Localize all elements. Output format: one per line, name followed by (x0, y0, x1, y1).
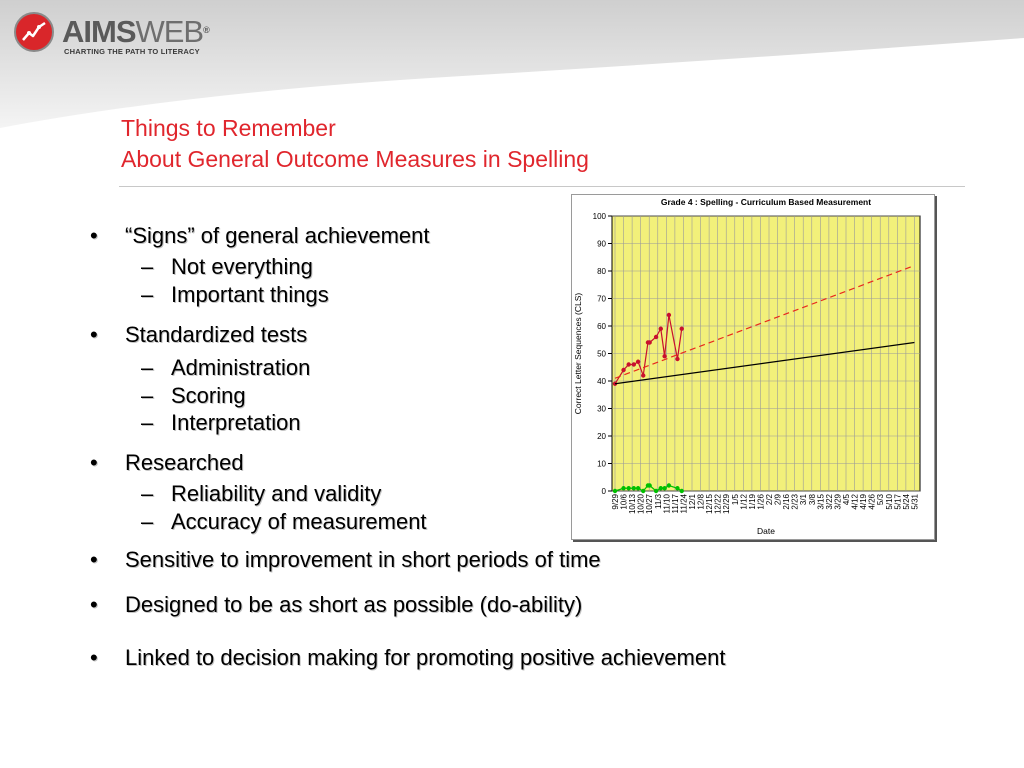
x-tick-label: 2/2 (765, 494, 774, 506)
bullet-marker: • (90, 547, 98, 572)
data-point-errors (667, 483, 671, 487)
sub-bullet-item: – Administration (141, 355, 311, 380)
data-point-correct-letter-sequences (659, 327, 663, 331)
data-point-correct-letter-sequences (675, 357, 679, 361)
sub-bullet-item: – Important things (141, 282, 329, 307)
y-tick-label: 40 (597, 377, 606, 386)
x-axis-label: Date (757, 526, 775, 536)
x-tick-label: 1/12 (739, 494, 749, 510)
x-tick-label: 4/26 (867, 494, 877, 510)
x-tick-label: 5/10 (884, 494, 894, 510)
cbm-chart (571, 194, 935, 540)
dash-marker: – (141, 254, 154, 279)
x-tick-label: 5/31 (910, 494, 920, 510)
y-tick-label: 50 (597, 349, 606, 359)
x-tick-label: 12/15 (705, 494, 715, 515)
sub-bullet-item: – Scoring (141, 383, 246, 408)
x-tick-label: 11/24 (679, 494, 689, 514)
sub-bullet-item: – Not everything (141, 254, 313, 279)
x-tick-label: 3/1 (799, 494, 809, 506)
x-tick-label: 12/22 (713, 494, 723, 515)
y-tick-label: 30 (597, 404, 606, 414)
x-tick-label: 9/29 (611, 494, 620, 510)
bullet-marker: • (90, 450, 98, 475)
data-point-errors (632, 486, 636, 490)
x-tick-label: 3/29 (833, 494, 843, 510)
dash-marker: – (141, 481, 154, 506)
data-point-errors (675, 486, 679, 490)
data-point-errors (659, 486, 663, 490)
y-tick-label: 70 (597, 294, 606, 304)
x-tick-label: 2/16 (782, 494, 792, 510)
y-axis-label: Correct Letter Sequences (CLS) (573, 292, 583, 415)
data-point-errors (680, 489, 684, 493)
logo-wordmark: AIMSWEB® (62, 14, 209, 49)
dash-marker: – (141, 383, 154, 408)
y-tick-label: 20 (597, 432, 606, 441)
data-point-correct-letter-sequences (662, 354, 666, 358)
bullet-marker: • (90, 223, 98, 248)
x-tick-label: 12/1 (688, 494, 697, 510)
chart-svg (572, 195, 934, 539)
bullet-item: • “Signs” of general achievement (90, 223, 430, 248)
y-tick-label: 60 (597, 322, 606, 331)
data-point-correct-letter-sequences (680, 327, 684, 331)
bullet-marker: • (90, 645, 98, 670)
chart-title: Grade 4 : Spelling - Curriculum Based Measurement (660, 197, 872, 207)
data-point-correct-letter-sequences (636, 360, 640, 364)
x-tick-label: 10/27 (645, 494, 655, 515)
y-tick-label: 0 (601, 487, 606, 496)
x-tick-label: 1/26 (756, 494, 766, 510)
title-line-1: Things to Remember (121, 115, 336, 141)
slide-title (121, 113, 589, 175)
sub-bullet-item: – Accuracy of measurement (141, 509, 427, 534)
data-point-correct-letter-sequences (621, 368, 625, 372)
bullet-marker: • (90, 322, 98, 347)
x-tick-label: 3/22 (824, 494, 834, 510)
data-point-errors (636, 486, 640, 490)
x-tick-label: 10/6 (619, 494, 629, 510)
x-tick-label: 4/12 (850, 494, 860, 510)
data-point-correct-letter-sequences (667, 313, 671, 317)
bullet-marker: • (90, 592, 98, 617)
x-tick-label: 10/20 (636, 494, 646, 515)
sub-bullet-item: – Interpretation (141, 410, 301, 435)
x-tick-label: 3/15 (816, 494, 826, 510)
sub-bullet-item: – Reliability and validity (141, 481, 382, 506)
logo-tagline: CHARTING THE PATH TO LITERACY (64, 47, 200, 56)
x-tick-label: 11/3 (653, 494, 663, 509)
y-tick-label: 80 (597, 267, 606, 276)
data-point-correct-letter-sequences (654, 335, 658, 339)
data-point-errors (654, 489, 658, 493)
bullet-item: • Researched (90, 450, 244, 475)
aimsweb-logo (14, 12, 224, 60)
y-tick-label: 10 (597, 459, 606, 469)
data-point-errors (647, 483, 651, 487)
x-tick-label: 3/8 (807, 494, 817, 506)
logo-chart-icon (14, 12, 54, 52)
bullet-item: • Standardized tests (90, 322, 308, 347)
data-point-correct-letter-sequences (647, 340, 651, 344)
data-point-correct-letter-sequences (626, 362, 630, 366)
bullet-item: • Linked to decision making for promoting positive achievement (90, 645, 726, 670)
x-tick-label: 1/19 (747, 494, 757, 510)
dash-marker: – (141, 410, 154, 435)
dash-marker: – (141, 509, 154, 534)
x-tick-label: 5/24 (901, 494, 911, 510)
x-tick-label: 4/5 (842, 494, 851, 506)
x-tick-label: 1/5 (730, 494, 740, 506)
y-tick-label: 90 (597, 239, 606, 249)
x-tick-label: 2/9 (773, 494, 783, 506)
title-divider (119, 186, 965, 187)
x-tick-label: 2/23 (790, 494, 800, 510)
data-point-errors (626, 486, 630, 490)
data-point-errors (613, 489, 617, 493)
x-tick-label: 10/13 (628, 494, 638, 515)
x-tick-label: 5/3 (876, 494, 886, 506)
x-tick-label: 4/19 (859, 494, 869, 510)
data-point-errors (641, 489, 645, 493)
x-tick-label: 5/17 (893, 494, 903, 510)
dash-marker: – (141, 282, 154, 307)
y-tick-label: 100 (592, 212, 606, 221)
title-line-2: About General Outcome Measures in Spelling (121, 146, 589, 172)
x-tick-label: 11/10 (662, 494, 672, 514)
bullet-item: • Designed to be as short as possible (do-ability) (90, 592, 583, 617)
data-point-correct-letter-sequences (632, 362, 636, 366)
x-tick-label: 11/17 (670, 494, 680, 514)
data-point-errors (621, 486, 625, 490)
dash-marker: – (141, 355, 154, 380)
data-point-errors (662, 486, 666, 490)
data-point-correct-letter-sequences (641, 373, 645, 377)
x-tick-label: 12/29 (722, 494, 732, 515)
x-tick-label: 12/8 (696, 494, 706, 510)
bullet-item: • Sensitive to improvement in short periods of time (90, 547, 601, 572)
